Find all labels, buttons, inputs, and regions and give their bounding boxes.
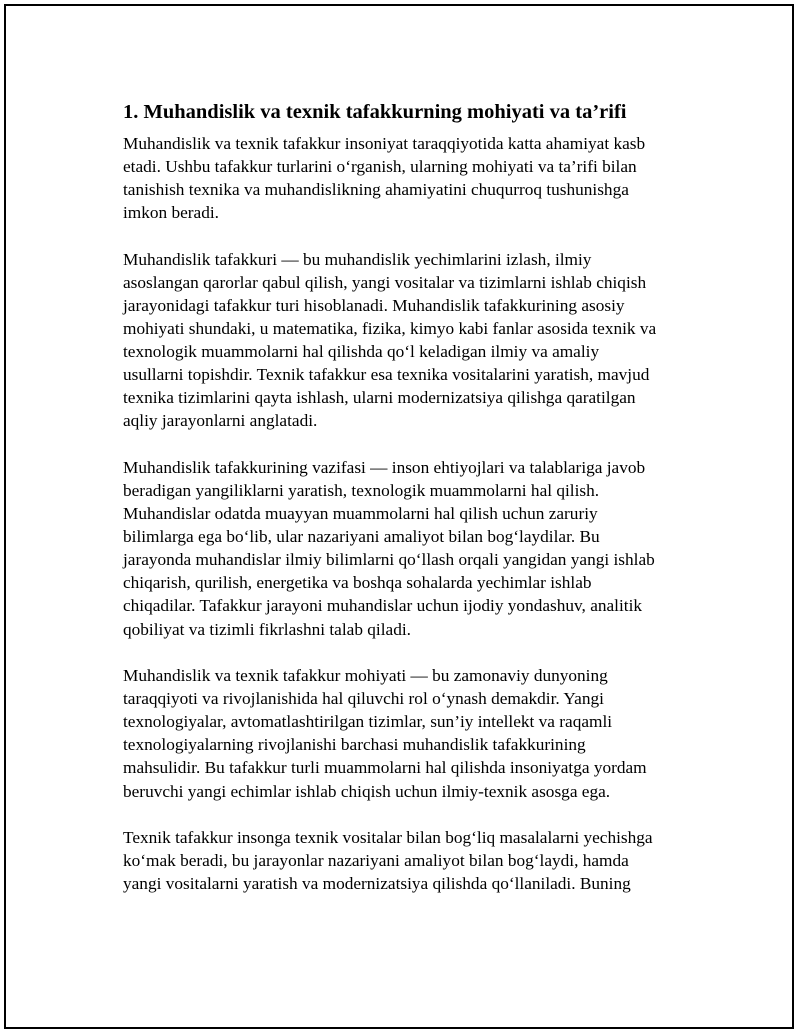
paragraph-line: bilimlarga ega bo‘lib, ular nazariyani amaliyot bilan bog‘laydilar. Bu xyxy=(123,527,600,547)
page-frame xyxy=(4,4,794,1029)
paragraph-line: texnika tizimlarini qayta ishlash, ularni modernizatsiya qilishga qaratilgan xyxy=(123,388,636,408)
paragraph-line: jarayonda muhandislar ilmiy bilimlarni qo‘llash orqali yangidan yangi ishlab xyxy=(123,550,655,570)
paragraph xyxy=(123,248,698,433)
paragraph-line: tanishish texnika va muhandislikning ahamiyatini chuqurroq tushunishga xyxy=(123,180,629,200)
paragraph-line: chiqarish, qurilish, energetika va boshqa sohalarda yechimlar ishlab xyxy=(123,573,592,593)
paragraph xyxy=(123,826,698,895)
paragraph-line: jarayonidagi tafakkur turi hisoblanadi. Muhandislik tafakkurining asosiy xyxy=(123,295,625,315)
paragraph-line: texnologiyalarning rivojlanishi barchasi muhandislik tafakkurining xyxy=(123,735,586,755)
paragraph xyxy=(123,132,698,224)
paragraph-list xyxy=(123,132,698,895)
paragraph-line: taraqqiyoti va rivojlanishida hal qiluvchi rol o‘ynash demakdir. Yangi xyxy=(123,689,604,709)
paragraph-line: asoslangan qarorlar qabul qilish, yangi vositalar va tizimlarni ishlab chiqish xyxy=(123,272,647,292)
paragraph-line: texnologik muammolarni hal qilishda qo‘l keladigan ilmiy va amaliy xyxy=(123,342,600,362)
paragraph-line: yangi vositalarni yaratish va modernizatsiya qilishda qo‘llaniladi. Buning xyxy=(123,874,631,894)
paragraph-line: aqliy jarayonlarni anglatadi. xyxy=(123,411,318,431)
paragraph-line: mohiyati shundaki, u matematika, fizika, kimyo kabi fanlar asosida texnik va xyxy=(123,319,657,339)
paragraph-line: mahsulidir. Bu tafakkur turli muammolarni hal qilishda insoniyatga yordam xyxy=(123,758,647,778)
paragraph-line: etadi. Ushbu tafakkur turlarini o‘rganish, ularning mohiyati va ta’rifi bilan xyxy=(123,157,637,177)
paragraph-line: texnologiyalar, avtomatlashtirilgan tizimlar, sun’iy intellekt va raqamli xyxy=(123,712,613,732)
paragraph-line: beradigan yangiliklarni yaratish, texnologik muammolarni hal qilish. xyxy=(123,481,600,500)
paragraph-line: ko‘mak beradi, bu jarayonlar nazariyani amaliyot bilan bog‘laydi, hamda xyxy=(123,851,629,871)
paragraph-line: Muhandislar odatda muayyan muammolarni hal qilish uchun zaruriy xyxy=(123,504,598,524)
paragraph-line: chiqadilar. Tafakkur jarayoni muhandislar uchun ijodiy yondashuv, analitik xyxy=(123,596,643,616)
paragraph xyxy=(123,456,698,641)
paragraph-line: beruvchi yangi echimlar ishlab chiqish uchun ilmiy-texnik asosga ega. xyxy=(123,781,611,801)
paragraph-line: Muhandislik va texnik tafakkur mohiyati — bu zamonaviy dunyoning xyxy=(123,666,608,686)
paragraph-line: usullarni topishdir. Texnik tafakkur esa texnika vositalarini yaratish, mavjud xyxy=(123,365,650,385)
paragraph-line: Muhandislik tafakkurining vazifasi — inson ehtiyojlari va talablariga javob xyxy=(123,457,646,477)
document-body xyxy=(123,98,698,919)
paragraph-line: Texnik tafakkur insonga texnik vositalar bilan bog‘liq masalalarni yechishga xyxy=(123,828,653,847)
paragraph-line: imkon beradi. xyxy=(123,203,219,223)
paragraph-line: Muhandislik tafakkuri — bu muhandislik yechimlarini izlash, ilmiy xyxy=(123,249,592,269)
paragraph xyxy=(123,664,698,803)
paragraph-line: Muhandislik va texnik tafakkur insoniyat taraqqiyotida katta ahamiyat kasb xyxy=(123,134,646,153)
paragraph-line: qobiliyat va tizimli fikrlashni talab qiladi. xyxy=(123,619,411,639)
section-heading: 1. Muhandislik va texnik tafakkurning mohiyati va ta’rifi xyxy=(123,101,627,123)
